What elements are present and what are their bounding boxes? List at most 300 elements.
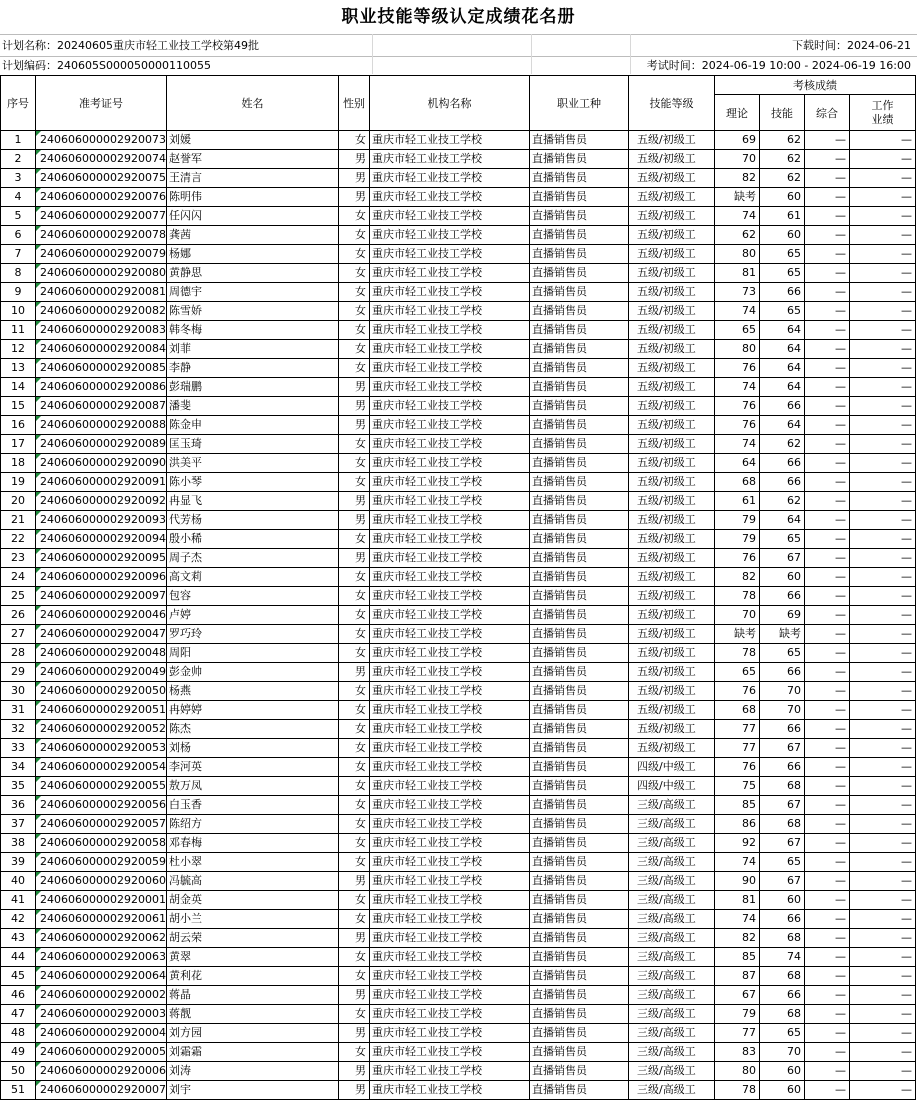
cell-job: 直播销售员 <box>530 188 629 207</box>
table-row <box>1 340 916 359</box>
cell-composite: — <box>805 226 850 245</box>
cell-skill: 66 <box>760 758 805 777</box>
cell-job: 直播销售员 <box>530 169 629 188</box>
cell-exam-id: 240606000002920094 <box>36 530 167 549</box>
cell-gender: 女 <box>339 777 370 796</box>
cell-job: 直播销售员 <box>530 986 629 1005</box>
cell-job: 直播销售员 <box>530 530 629 549</box>
cell-composite: — <box>805 682 850 701</box>
cell-skill: 68 <box>760 967 805 986</box>
cell-name: 冉显飞 <box>167 492 339 511</box>
header-work-line1: 工作 <box>871 98 894 112</box>
cell-name: 蒋靓 <box>167 1005 339 1024</box>
cell-skill: 68 <box>760 815 805 834</box>
table-header <box>1 76 916 131</box>
cell-work: — <box>850 492 916 511</box>
cell-name: 杨娜 <box>167 245 339 264</box>
cell-exam-id: 240606000002920086 <box>36 378 167 397</box>
cell-org: 重庆市轻工业技工学校 <box>370 549 530 568</box>
table-row <box>1 264 916 283</box>
cell-seq: 1 <box>1 131 36 150</box>
cell-skill: 64 <box>760 321 805 340</box>
cell-skill: 64 <box>760 340 805 359</box>
cell-level: 三级/高级工 <box>629 834 715 853</box>
cell-gender: 女 <box>339 948 370 967</box>
table-row <box>1 378 916 397</box>
cell-skill: 65 <box>760 853 805 872</box>
cell-level: 五级/初级工 <box>629 701 715 720</box>
cell-job: 直播销售员 <box>530 150 629 169</box>
cell-gender: 男 <box>339 986 370 1005</box>
cell-org: 重庆市轻工业技工学校 <box>370 815 530 834</box>
cell-org: 重庆市轻工业技工学校 <box>370 321 530 340</box>
cell-exam-id: 240606000002920001 <box>36 891 167 910</box>
cell-name: 殷小稀 <box>167 530 339 549</box>
cell-name: 王清言 <box>167 169 339 188</box>
cell-skill: 66 <box>760 910 805 929</box>
cell-org: 重庆市轻工业技工学校 <box>370 644 530 663</box>
cell-org: 重庆市轻工业技工学校 <box>370 207 530 226</box>
table-row <box>1 245 916 264</box>
cell-org: 重庆市轻工业技工学校 <box>370 1081 530 1100</box>
cell-name: 黄利花 <box>167 967 339 986</box>
cell-name: 刘杨 <box>167 739 339 758</box>
cell-theory: 82 <box>715 568 760 587</box>
cell-work: — <box>850 948 916 967</box>
cell-gender: 女 <box>339 302 370 321</box>
cell-exam-id: 240606000002920057 <box>36 815 167 834</box>
cell-org: 重庆市轻工业技工学校 <box>370 340 530 359</box>
cell-composite: — <box>805 1005 850 1024</box>
cell-skill: 67 <box>760 549 805 568</box>
cell-skill: 65 <box>760 264 805 283</box>
table-row <box>1 397 916 416</box>
cell-level: 五级/初级工 <box>629 682 715 701</box>
cell-seq: 25 <box>1 587 36 606</box>
cell-composite: — <box>805 245 850 264</box>
cell-gender: 女 <box>339 587 370 606</box>
plan-code: 计划编码：240605S000050000110055 <box>2 59 211 72</box>
cell-level: 五级/初级工 <box>629 378 715 397</box>
cell-exam-id: 240606000002920058 <box>36 834 167 853</box>
cell-level: 五级/初级工 <box>629 435 715 454</box>
cell-name: 彭瑞鹏 <box>167 378 339 397</box>
cell-org: 重庆市轻工业技工学校 <box>370 720 530 739</box>
download-time: 下载时间：2024-06-21 <box>792 39 911 52</box>
cell-work: — <box>850 853 916 872</box>
cell-theory: 61 <box>715 492 760 511</box>
cell-seq: 18 <box>1 454 36 473</box>
cell-level: 五级/初级工 <box>629 302 715 321</box>
cell-level: 五级/初级工 <box>629 492 715 511</box>
cell-job: 直播销售员 <box>530 302 629 321</box>
cell-gender: 女 <box>339 796 370 815</box>
cell-exam-id: 240606000002920006 <box>36 1062 167 1081</box>
cell-name: 陈绍方 <box>167 815 339 834</box>
cell-skill: 65 <box>760 530 805 549</box>
cell-level: 三级/高级工 <box>629 815 715 834</box>
cell-job: 直播销售员 <box>530 929 629 948</box>
cell-work: — <box>850 986 916 1005</box>
plan-name: 计划名称：20240605重庆市轻工业技工学校第49批 <box>2 39 259 52</box>
cell-name: 包容 <box>167 587 339 606</box>
table-row <box>1 1062 916 1081</box>
cell-skill: 69 <box>760 606 805 625</box>
cell-name: 黄静思 <box>167 264 339 283</box>
cell-theory: 64 <box>715 454 760 473</box>
header-work <box>850 95 916 131</box>
cell-name: 白玉香 <box>167 796 339 815</box>
cell-work: — <box>850 720 916 739</box>
cell-work: — <box>850 777 916 796</box>
table-row <box>1 663 916 682</box>
cell-skill: 66 <box>760 986 805 1005</box>
cell-gender: 女 <box>339 245 370 264</box>
cell-skill: 62 <box>760 492 805 511</box>
table-row <box>1 929 916 948</box>
cell-composite: — <box>805 625 850 644</box>
table-row <box>1 321 916 340</box>
cell-job: 直播销售员 <box>530 378 629 397</box>
cell-seq: 3 <box>1 169 36 188</box>
cell-org: 重庆市轻工业技工学校 <box>370 967 530 986</box>
cell-name: 陈杰 <box>167 720 339 739</box>
table-row <box>1 606 916 625</box>
cell-exam-id: 240606000002920080 <box>36 264 167 283</box>
cell-level: 三级/高级工 <box>629 796 715 815</box>
cell-seq: 34 <box>1 758 36 777</box>
cell-level: 三级/高级工 <box>629 910 715 929</box>
cell-composite: — <box>805 188 850 207</box>
cell-level: 五级/初级工 <box>629 549 715 568</box>
cell-org: 重庆市轻工业技工学校 <box>370 929 530 948</box>
cell-work: — <box>850 568 916 587</box>
cell-composite: — <box>805 530 850 549</box>
cell-seq: 14 <box>1 378 36 397</box>
cell-exam-id: 240606000002920055 <box>36 777 167 796</box>
cell-theory: 79 <box>715 530 760 549</box>
cell-work: — <box>850 625 916 644</box>
cell-work: — <box>850 511 916 530</box>
cell-work: — <box>850 663 916 682</box>
cell-org: 重庆市轻工业技工学校 <box>370 473 530 492</box>
cell-skill: 67 <box>760 796 805 815</box>
cell-composite: — <box>805 150 850 169</box>
cell-composite: — <box>805 1081 850 1100</box>
cell-gender: 男 <box>339 549 370 568</box>
cell-level: 五级/初级工 <box>629 454 715 473</box>
cell-skill: 74 <box>760 948 805 967</box>
cell-seq: 24 <box>1 568 36 587</box>
cell-level: 五级/初级工 <box>629 226 715 245</box>
cell-job: 直播销售员 <box>530 644 629 663</box>
cell-job: 直播销售员 <box>530 606 629 625</box>
cell-gender: 男 <box>339 378 370 397</box>
cell-seq: 21 <box>1 511 36 530</box>
cell-exam-id: 240606000002920051 <box>36 701 167 720</box>
cell-level: 三级/高级工 <box>629 967 715 986</box>
table-row <box>1 169 916 188</box>
cell-skill: 66 <box>760 397 805 416</box>
cell-work: — <box>850 701 916 720</box>
table-row <box>1 891 916 910</box>
cell-level: 三级/高级工 <box>629 1005 715 1024</box>
cell-level: 五级/初级工 <box>629 739 715 758</box>
cell-job: 直播销售员 <box>530 454 629 473</box>
cell-work: — <box>850 1024 916 1043</box>
cell-seq: 35 <box>1 777 36 796</box>
cell-gender: 女 <box>339 606 370 625</box>
cell-work: — <box>850 872 916 891</box>
cell-org: 重庆市轻工业技工学校 <box>370 131 530 150</box>
cell-exam-id: 240606000002920062 <box>36 929 167 948</box>
cell-level: 五级/初级工 <box>629 264 715 283</box>
cell-seq: 46 <box>1 986 36 1005</box>
cell-composite: — <box>805 378 850 397</box>
cell-composite: — <box>805 853 850 872</box>
cell-skill: 65 <box>760 245 805 264</box>
cell-work: — <box>850 739 916 758</box>
table-row <box>1 796 916 815</box>
cell-level: 五级/初级工 <box>629 587 715 606</box>
cell-job: 直播销售员 <box>530 321 629 340</box>
cell-org: 重庆市轻工业技工学校 <box>370 169 530 188</box>
cell-skill: 缺考 <box>760 625 805 644</box>
header-skill: 技能 <box>760 95 805 131</box>
table-row <box>1 1043 916 1062</box>
table-row <box>1 416 916 435</box>
cell-org: 重庆市轻工业技工学校 <box>370 492 530 511</box>
cell-exam-id: 240606000002920056 <box>36 796 167 815</box>
cell-name: 黄翠 <box>167 948 339 967</box>
cell-seq: 29 <box>1 663 36 682</box>
cell-work: — <box>850 758 916 777</box>
cell-composite: — <box>805 131 850 150</box>
cell-theory: 74 <box>715 910 760 929</box>
cell-work: — <box>850 321 916 340</box>
cell-seq: 40 <box>1 872 36 891</box>
table-row <box>1 549 916 568</box>
cell-gender: 女 <box>339 720 370 739</box>
cell-level: 三级/高级工 <box>629 929 715 948</box>
cell-level: 五级/初级工 <box>629 644 715 663</box>
cell-theory: 70 <box>715 150 760 169</box>
cell-gender: 男 <box>339 188 370 207</box>
cell-gender: 女 <box>339 283 370 302</box>
cell-org: 重庆市轻工业技工学校 <box>370 416 530 435</box>
cell-gender: 女 <box>339 967 370 986</box>
header-gender: 性别 <box>339 76 370 131</box>
cell-gender: 男 <box>339 511 370 530</box>
cell-theory: 65 <box>715 321 760 340</box>
cell-work: — <box>850 1062 916 1081</box>
divider <box>630 34 631 74</box>
cell-gender: 男 <box>339 1062 370 1081</box>
cell-level: 五级/初级工 <box>629 321 715 340</box>
cell-level: 三级/高级工 <box>629 1062 715 1081</box>
cell-gender: 女 <box>339 853 370 872</box>
cell-name: 刘媛 <box>167 131 339 150</box>
cell-level: 五级/初级工 <box>629 606 715 625</box>
cell-theory: 86 <box>715 815 760 834</box>
cell-theory: 76 <box>715 416 760 435</box>
cell-gender: 女 <box>339 454 370 473</box>
cell-org: 重庆市轻工业技工学校 <box>370 1043 530 1062</box>
cell-seq: 27 <box>1 625 36 644</box>
table-row <box>1 1024 916 1043</box>
cell-work: — <box>850 416 916 435</box>
cell-job: 直播销售员 <box>530 815 629 834</box>
cell-name: 陈金申 <box>167 416 339 435</box>
cell-exam-id: 240606000002920079 <box>36 245 167 264</box>
cell-theory: 74 <box>715 435 760 454</box>
cell-work: — <box>850 283 916 302</box>
cell-theory: 76 <box>715 359 760 378</box>
cell-job: 直播销售员 <box>530 568 629 587</box>
cell-level: 四级/中级工 <box>629 758 715 777</box>
header-name: 姓名 <box>167 76 339 131</box>
cell-skill: 67 <box>760 872 805 891</box>
cell-gender: 女 <box>339 1005 370 1024</box>
cell-skill: 60 <box>760 1081 805 1100</box>
table-row <box>1 511 916 530</box>
table-row <box>1 454 916 473</box>
cell-seq: 43 <box>1 929 36 948</box>
header-scores: 考核成绩 <box>715 76 916 95</box>
cell-work: — <box>850 473 916 492</box>
cell-name: 周德宇 <box>167 283 339 302</box>
cell-skill: 62 <box>760 435 805 454</box>
cell-exam-id: 240606000002920061 <box>36 910 167 929</box>
cell-level: 五级/初级工 <box>629 207 715 226</box>
cell-seq: 16 <box>1 416 36 435</box>
divider <box>531 34 532 74</box>
table-row <box>1 302 916 321</box>
cell-job: 直播销售员 <box>530 1005 629 1024</box>
cell-composite: — <box>805 606 850 625</box>
cell-seq: 36 <box>1 796 36 815</box>
table-row <box>1 226 916 245</box>
cell-theory: 78 <box>715 1081 760 1100</box>
table-row <box>1 967 916 986</box>
cell-exam-id: 240606000002920004 <box>36 1024 167 1043</box>
table-row <box>1 948 916 967</box>
cell-theory: 79 <box>715 511 760 530</box>
cell-seq: 2 <box>1 150 36 169</box>
cell-seq: 20 <box>1 492 36 511</box>
cell-skill: 64 <box>760 511 805 530</box>
page-title: 职业技能等级认定成绩花名册 <box>341 7 576 27</box>
cell-name: 杜小翠 <box>167 853 339 872</box>
cell-theory: 77 <box>715 739 760 758</box>
cell-seq: 12 <box>1 340 36 359</box>
cell-skill: 66 <box>760 720 805 739</box>
cell-composite: — <box>805 473 850 492</box>
cell-theory: 69 <box>715 131 760 150</box>
cell-work: — <box>850 359 916 378</box>
cell-work: — <box>850 929 916 948</box>
cell-name: 彭金帅 <box>167 663 339 682</box>
cell-org: 重庆市轻工业技工学校 <box>370 834 530 853</box>
cell-org: 重庆市轻工业技工学校 <box>370 910 530 929</box>
cell-org: 重庆市轻工业技工学校 <box>370 283 530 302</box>
cell-name: 冉婷婷 <box>167 701 339 720</box>
cell-job: 直播销售员 <box>530 701 629 720</box>
table-row <box>1 568 916 587</box>
cell-job: 直播销售员 <box>530 207 629 226</box>
cell-skill: 64 <box>760 416 805 435</box>
cell-work: — <box>850 796 916 815</box>
cell-work: — <box>850 815 916 834</box>
cell-org: 重庆市轻工业技工学校 <box>370 359 530 378</box>
cell-skill: 70 <box>760 682 805 701</box>
table-row <box>1 815 916 834</box>
cell-composite: — <box>805 321 850 340</box>
cell-org: 重庆市轻工业技工学校 <box>370 150 530 169</box>
cell-gender: 男 <box>339 872 370 891</box>
cell-skill: 61 <box>760 207 805 226</box>
cell-skill: 68 <box>760 929 805 948</box>
cell-skill: 65 <box>760 302 805 321</box>
cell-skill: 67 <box>760 834 805 853</box>
cell-name: 周子杰 <box>167 549 339 568</box>
cell-skill: 65 <box>760 644 805 663</box>
cell-theory: 76 <box>715 758 760 777</box>
cell-job: 直播销售员 <box>530 853 629 872</box>
cell-composite: — <box>805 1043 850 1062</box>
cell-composite: — <box>805 910 850 929</box>
cell-org: 重庆市轻工业技工学校 <box>370 701 530 720</box>
cell-level: 三级/高级工 <box>629 1081 715 1100</box>
table-row <box>1 720 916 739</box>
cell-work: — <box>850 549 916 568</box>
cell-theory: 79 <box>715 1005 760 1024</box>
table-row <box>1 131 916 150</box>
cell-name: 罗巧玲 <box>167 625 339 644</box>
cell-composite: — <box>805 511 850 530</box>
cell-job: 直播销售员 <box>530 549 629 568</box>
cell-composite: — <box>805 1062 850 1081</box>
cell-skill: 70 <box>760 701 805 720</box>
cell-exam-id: 240606000002920089 <box>36 435 167 454</box>
cell-org: 重庆市轻工业技工学校 <box>370 796 530 815</box>
cell-gender: 男 <box>339 1081 370 1100</box>
cell-composite: — <box>805 701 850 720</box>
cell-seq: 39 <box>1 853 36 872</box>
cell-exam-id: 240606000002920085 <box>36 359 167 378</box>
cell-composite: — <box>805 492 850 511</box>
cell-theory: 85 <box>715 796 760 815</box>
table-row <box>1 188 916 207</box>
cell-level: 五级/初级工 <box>629 720 715 739</box>
cell-composite: — <box>805 454 850 473</box>
cell-theory: 65 <box>715 663 760 682</box>
cell-job: 直播销售员 <box>530 720 629 739</box>
cell-job: 直播销售员 <box>530 397 629 416</box>
cell-seq: 50 <box>1 1062 36 1081</box>
cell-theory: 78 <box>715 644 760 663</box>
cell-job: 直播销售员 <box>530 682 629 701</box>
cell-gender: 女 <box>339 435 370 454</box>
cell-theory: 73 <box>715 283 760 302</box>
cell-work: — <box>850 435 916 454</box>
cell-composite: — <box>805 777 850 796</box>
cell-name: 赵誉军 <box>167 150 339 169</box>
cell-org: 重庆市轻工业技工学校 <box>370 378 530 397</box>
header-job: 职业工种 <box>530 76 629 131</box>
cell-level: 三级/高级工 <box>629 891 715 910</box>
cell-theory: 76 <box>715 397 760 416</box>
